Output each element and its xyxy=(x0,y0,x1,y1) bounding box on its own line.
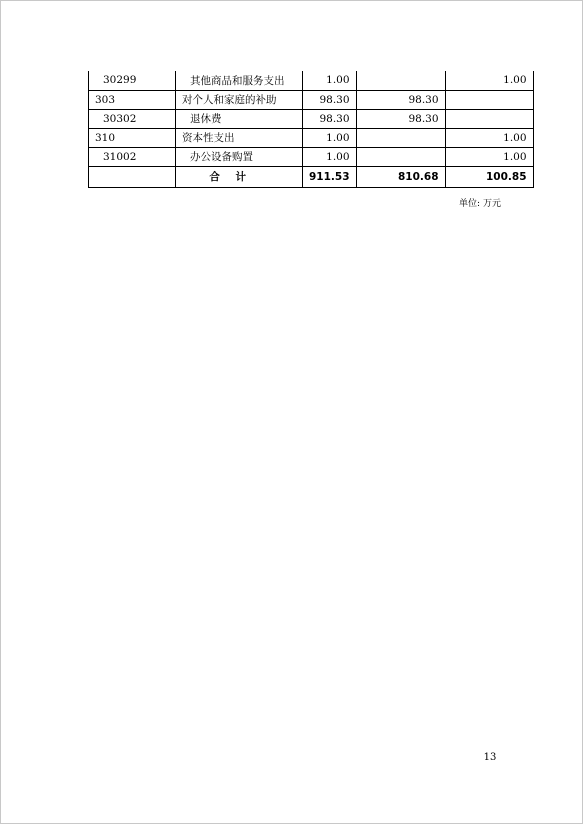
row-code: 31002 xyxy=(89,147,176,166)
total-project: 100.85 xyxy=(445,166,533,187)
budget-table xyxy=(88,71,534,188)
row-basic: 98.30 xyxy=(356,90,445,109)
row-basic xyxy=(356,71,445,90)
table-row xyxy=(89,147,534,166)
total-amount: 911.53 xyxy=(303,166,357,187)
table-row xyxy=(89,128,534,147)
row-basic xyxy=(356,147,445,166)
row-code: 30299 xyxy=(89,71,176,90)
table-row xyxy=(89,71,534,90)
total-basic: 810.68 xyxy=(356,166,445,187)
row-basic xyxy=(356,128,445,147)
row-total: 1.00 xyxy=(303,128,357,147)
total-code-cell xyxy=(89,166,176,187)
total-row xyxy=(89,166,534,187)
row-name: 办公设备购置 xyxy=(176,147,303,166)
row-total: 98.30 xyxy=(303,109,357,128)
table-row xyxy=(89,109,534,128)
unit-note: 单位: 万元 xyxy=(459,199,501,209)
row-project xyxy=(445,109,533,128)
row-name: 资本性支出 xyxy=(176,128,303,147)
table-row xyxy=(89,90,534,109)
row-project: 1.00 xyxy=(445,147,533,166)
row-name: 对个人和家庭的补助 xyxy=(176,90,303,109)
row-code: 30302 xyxy=(89,109,176,128)
row-code: 310 xyxy=(89,128,176,147)
row-project xyxy=(445,90,533,109)
row-total: 98.30 xyxy=(303,90,357,109)
row-basic: 98.30 xyxy=(356,109,445,128)
row-project: 1.00 xyxy=(445,71,533,90)
row-total: 1.00 xyxy=(303,71,357,90)
total-label: 合 计 xyxy=(176,166,303,187)
page-number: 13 xyxy=(483,752,497,763)
row-code: 303 xyxy=(89,90,176,109)
row-name: 退休费 xyxy=(176,109,303,128)
row-name: 其他商品和服务支出 xyxy=(176,71,303,90)
row-total: 1.00 xyxy=(303,147,357,166)
row-project: 1.00 xyxy=(445,128,533,147)
